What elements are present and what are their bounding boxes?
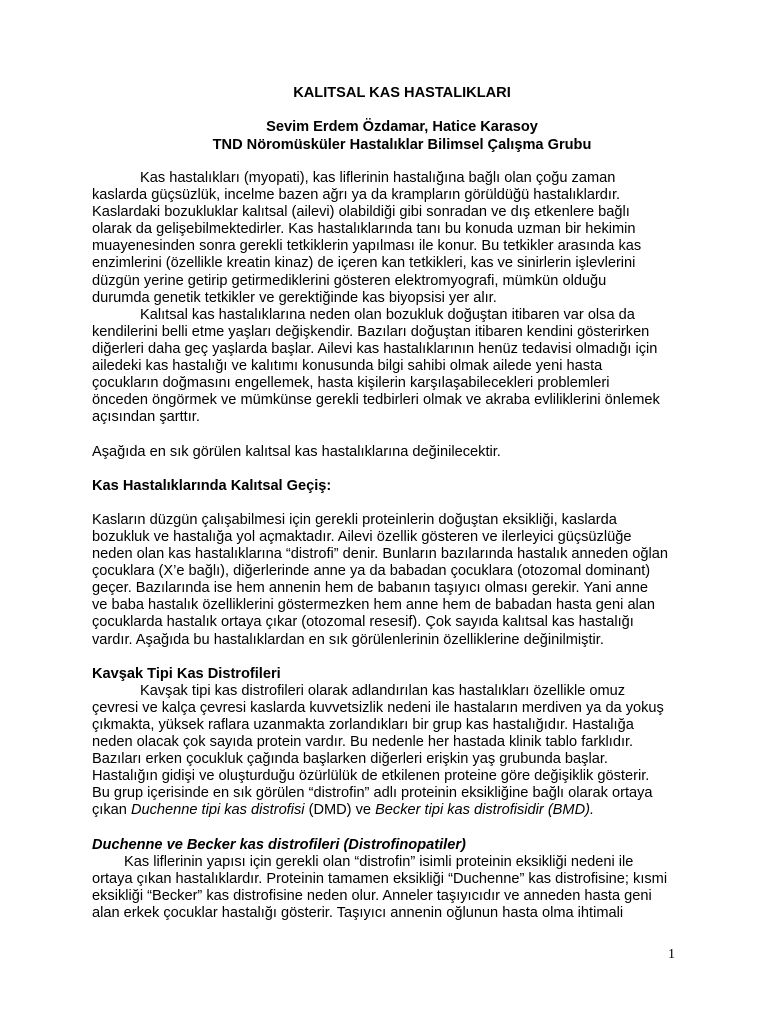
document-page — [92, 84, 712, 922]
text-line: Kalıtsal kas hastalıklarına neden olan bozukluk doğuştan itibaren var olsa da — [140, 306, 635, 323]
document-title: KALITSAL KAS HASTALIKLARI — [293, 85, 511, 101]
text-line: düzgün yerine getirip getirmediklerini gösteren elektromyografi, mümkün olduğu — [92, 272, 607, 289]
text-line: Bazıları erken çocukluk çağında başlarken diğerleri erişkin yaş grubunda başlar. — [92, 751, 608, 768]
text-line: çocuklarda hastalık ortaya çıkar (otozomal resesif). Çok sayıda kalıtsal kas hastalığı — [92, 614, 634, 631]
authors-line: Sevim Erdem Özdamar, Hatice Karasoy — [266, 119, 538, 135]
text-line: enzimlerini (özellikle kreatin kinaz) de içeren kan tetkikleri, kas ve sinirlerin işlevlerini — [92, 255, 636, 272]
text-line: olarak da gelişebilmektedirler. Kas hastalıklarında tanı bu konuda uzman bir hekimin — [92, 221, 636, 238]
text-line: açısından şarttır. — [92, 409, 200, 426]
text-line: bozukluk ve hastalığa yol açmaktadır. Ailevi özellik gösteren ve ilerleyici güçsüzlüğe — [92, 528, 632, 545]
text-line: vardır. Aşağıda bu hastalıklardan en sık görülenlerinin özelliklerine değinilmiştir. — [92, 631, 604, 648]
hereditary-paragraph — [92, 307, 712, 427]
text-line: Kas liflerinin yapısı için gerekli olan “distrofin” isimli proteinin eksikliği nedeni ile — [124, 853, 634, 870]
text-line: neden olacak çok sayıda protein vardır. Bu nedenle her hastada klinik tablo farklıdır. — [92, 734, 634, 751]
text-fragment: çıkan — [92, 802, 131, 819]
text-line: muayenesinden sonra gerekli tetkiklerin yapılması ile konur. Bu tetkikler arasında kas — [92, 238, 642, 255]
page-number: 1 — [668, 947, 675, 962]
text-line: durumda genetik tetkikler ve gerektiğinde kas biyopsisi yer alır. — [92, 289, 497, 306]
text-line: geçer. Bazılarında ise hem annenin hem de babanın taşıyıcı olması gerekir. Yani anne — [92, 580, 648, 597]
text-line: çocukların doğmasını engellemek, hasta kişilerin karşılaşabilecekleri problemleri — [92, 375, 610, 392]
text-line: eksikliği “Becker” kas distrofisine neden olur. Anneler taşıyıcıdır ve anneden hasta geni — [92, 887, 652, 904]
text-line: Bu grup içerisinde en sık görülen “distrofin” adlı proteinin eksikliğine bağlı olarak ortaya — [92, 785, 653, 802]
text-line: çocuklara (X’e bağlı), diğerlerinde anne ya da babadan çocuklara (otozomal dominant) — [92, 563, 651, 580]
limb-girdle-paragraph — [92, 683, 712, 820]
section-heading-dystrophinopathies: Duchenne ve Becker kas distrofileri (Distrofinopatiler) — [92, 836, 466, 853]
author-block — [92, 118, 712, 154]
intro-paragraph — [92, 170, 712, 307]
text-line: Kaslardaki bozukluklar kalıtsal (ailevi) olabildiği gibi sonradan ve dış etkenlere bağlı — [92, 204, 630, 221]
text-fragment: (DMD) ve — [304, 802, 376, 819]
text-line: Kavşak tipi kas distrofileri olarak adlandırılan kas hastalıkları özellikle omuz — [140, 682, 626, 699]
text-line: ortaya çıkan hastalıklardır. Proteinin tamamen eksikliği “Duchenne” kas distrofisine; kısmi — [92, 870, 668, 887]
section-heading-inheritance: Kas Hastalıklarında Kalıtsal Geçiş: — [92, 477, 332, 494]
section-heading-limb-girdle: Kavşak Tipi Kas Distrofileri — [92, 665, 281, 682]
text-line: kaslarda güçsüzlük, incelme bazen ağrı ya da krampların görüldüğü hastalıklardır. — [92, 187, 621, 204]
text-line: Kas hastalıkları (myopati), kas liflerinin hastalığına bağlı olan çoğu zaman — [140, 170, 616, 186]
intro-summary-line: Aşağıda en sık görülen kalıtsal kas hastalıklarına değinilecektir. — [92, 443, 501, 460]
dystrophinopathies-paragraph — [92, 854, 712, 922]
inheritance-paragraph — [92, 512, 712, 649]
becker-term: Becker tipi kas distrofisidir (BMD). — [375, 802, 595, 819]
text-line: çevresi ve kalça çevresi kaslarda kuvvetsizlik nedeni ile hastaların merdiven ya da yokuş — [92, 699, 664, 716]
text-line: neden olan kas hastalıklarına “distrofi” denir. Bunların bazılarında hastalık anneden oğlan — [92, 546, 669, 563]
text-line: Kasların düzgün çalışabilmesi için gerekli proteinlerin doğuştan eksikliği, kaslarda — [92, 511, 617, 528]
text-line: kendilerini belli etme yaşları değişkendir. Bazıları doğuştan itibaren kendini gösterirken — [92, 323, 650, 340]
text-line: ailedeki kas hastalığı ve kalıtımı konusunda bilgi sahibi olmak ailede yeni hasta — [92, 358, 603, 375]
duchenne-term: Duchenne tipi kas distrofisi — [130, 802, 305, 819]
text-line — [92, 802, 712, 819]
text-line: diğerleri daha geç yaşlarda başlar. Ailevi kas hastalıklarının henüz tedavisi olmadığı için — [92, 340, 658, 357]
text-line: önceden öngörmek ve mümkünse gerekli tedbirleri olmak ve akraba evliliklerini önlemek — [92, 392, 660, 409]
text-line: alan erkek çocuklar hastalığı gösterir. Taşıyıcı annenin oğlunun hasta olma ihtimali — [92, 905, 624, 922]
text-line: Hastalığın gidişi ve oluşturduğu özürlülük de etkilenen proteine göre değişiklik gösterir. — [92, 768, 650, 785]
text-line: ve baba hastalık özelliklerini göstermezken hem anne hem de babadan hasta geni alan — [92, 597, 656, 614]
affiliation-line: TND Nöromüsküler Hastalıklar Bilimsel Çalışma Grubu — [212, 137, 592, 153]
text-line: çıkmakta, yüksek raflara uzanmakta zorlandıkları bir grup kas hastalığıdır. Hastalığa — [92, 717, 634, 733]
